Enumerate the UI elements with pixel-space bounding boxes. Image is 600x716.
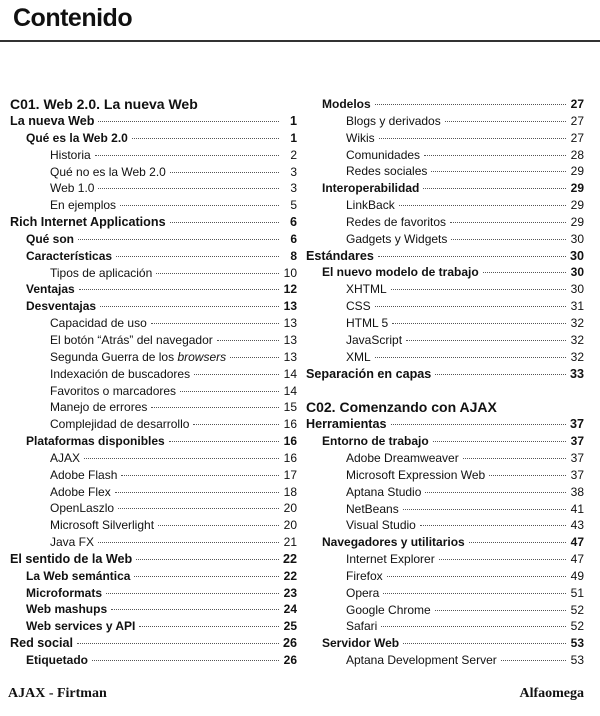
dot-leader <box>378 256 566 257</box>
dot-leader <box>134 576 279 577</box>
toc-entry <box>10 248 297 265</box>
dot-leader <box>180 391 279 392</box>
dot-leader <box>501 660 566 661</box>
dot-leader <box>423 188 566 189</box>
page-number: 10 <box>283 265 297 280</box>
page-number: 16 <box>283 450 297 465</box>
toc-entry <box>306 214 584 231</box>
page-number: 43 <box>570 518 584 533</box>
page-number: 6 <box>289 215 297 230</box>
toc-entry <box>306 450 584 467</box>
toc-entry-title: Interoperabilidad <box>322 181 420 196</box>
toc-entry-title: Favoritos o marcadores <box>50 383 177 398</box>
dot-leader <box>170 172 279 173</box>
page-number: 22 <box>283 568 297 583</box>
dot-leader <box>98 188 279 189</box>
dot-leader <box>170 222 279 223</box>
dot-leader <box>403 643 566 644</box>
page-number: 22 <box>282 551 297 566</box>
dot-leader <box>230 357 279 358</box>
toc-entry-title: Internet Explorer <box>346 552 435 567</box>
toc-entry <box>10 517 297 534</box>
page-number: 29 <box>570 164 584 179</box>
dot-leader <box>98 542 279 543</box>
toc-entry-title: Navegadores y utilitarios <box>322 535 465 550</box>
page-number: 13 <box>283 316 297 331</box>
toc-entry <box>306 551 584 568</box>
toc-entry-title: Manejo de errores <box>50 400 148 415</box>
page-number: 47 <box>570 535 584 550</box>
toc-entry-title: Separación en capas <box>306 366 432 381</box>
toc-entry-title: AJAX <box>50 450 81 465</box>
toc-entry <box>306 433 584 450</box>
toc-entry <box>10 551 297 568</box>
toc-entry-title: Complejidad de desarrollo <box>50 417 190 432</box>
dot-leader <box>151 407 279 408</box>
footer-book-author: AJAX - Firtman <box>8 686 107 701</box>
toc-list <box>306 96 584 382</box>
dot-leader <box>435 610 566 611</box>
page-number: 33 <box>569 366 584 381</box>
page-number: 24 <box>283 602 297 617</box>
dot-leader <box>156 273 279 274</box>
toc-list <box>306 416 584 669</box>
toc-entry-title-italic: browsers <box>177 349 227 364</box>
toc-entry-title: Herramientas <box>306 417 387 432</box>
page-number: 8 <box>290 248 297 263</box>
page-number: 49 <box>570 568 584 583</box>
toc-entry <box>10 147 297 164</box>
dot-leader <box>379 138 566 139</box>
dot-leader <box>450 222 566 223</box>
page-number: 30 <box>570 282 584 297</box>
toc-entry <box>10 467 297 484</box>
toc-entry <box>10 113 297 130</box>
dot-leader <box>121 475 279 476</box>
toc-entry <box>10 214 297 231</box>
toc-entry <box>10 399 297 416</box>
page-number: 16 <box>283 417 297 432</box>
toc-entry <box>10 601 297 618</box>
dot-leader <box>375 104 566 105</box>
toc-entry-title: Red social <box>10 636 73 651</box>
toc-entry-title: El nuevo modelo de trabajo <box>322 265 479 280</box>
toc-entry-title: Web services y API <box>26 619 136 634</box>
toc-entry <box>10 349 297 366</box>
dot-leader <box>489 475 566 476</box>
toc-entry-title: Características <box>26 248 113 263</box>
page-number: 13 <box>283 332 297 347</box>
toc-entry-title: Visual Studio <box>346 518 416 533</box>
dot-leader <box>193 424 279 425</box>
toc-entry <box>306 416 584 433</box>
dot-leader <box>115 492 279 493</box>
dot-leader <box>139 626 279 627</box>
toc-entry-title: Google Chrome <box>346 602 431 617</box>
toc-entry <box>10 332 297 349</box>
dot-leader <box>387 576 566 577</box>
toc-entry-title: Gadgets y Widgets <box>346 231 448 246</box>
chapter-heading: C01. Web 2.0. La nueva Web <box>10 96 198 112</box>
page-number: 53 <box>570 653 584 668</box>
page-number: 27 <box>570 97 584 111</box>
dot-leader <box>399 205 566 206</box>
page-number: 17 <box>283 467 297 482</box>
dot-leader <box>194 374 279 375</box>
toc-entry <box>10 416 297 433</box>
page-number: 37 <box>570 467 584 482</box>
dot-leader <box>403 509 566 510</box>
dot-leader <box>451 239 566 240</box>
toc-entry <box>10 130 297 147</box>
toc-entry <box>10 298 297 315</box>
page-number: 29 <box>570 198 584 213</box>
toc-entry <box>10 265 297 282</box>
toc-entry <box>306 264 584 281</box>
dot-leader <box>79 289 279 290</box>
page-number: 20 <box>283 518 297 533</box>
page-number: 47 <box>570 552 584 567</box>
toc-column-left <box>10 96 297 669</box>
dot-leader <box>106 593 279 594</box>
toc-entry-title: Ventajas <box>26 282 75 297</box>
page-number: 28 <box>570 147 584 162</box>
toc-entry <box>306 501 584 518</box>
toc-entry <box>10 652 297 669</box>
page-number: 6 <box>290 231 297 246</box>
page-number: 29 <box>570 181 584 196</box>
page-number: 32 <box>570 349 584 364</box>
dot-leader <box>111 609 279 610</box>
dot-leader <box>433 441 566 442</box>
footer-publisher: Alfaomega <box>519 686 584 701</box>
toc-entry-title: Rich Internet Applications <box>10 215 166 230</box>
toc-entry <box>306 585 584 602</box>
toc-entry-title: Aptana Studio <box>346 484 422 499</box>
page-number: 30 <box>570 265 584 280</box>
toc-entry-title: Microsoft Expression Web <box>346 467 486 482</box>
page-number: 3 <box>290 164 297 179</box>
toc-entry <box>10 281 297 298</box>
dot-leader <box>392 323 566 324</box>
toc-entry <box>306 231 584 248</box>
dot-leader <box>217 340 279 341</box>
toc-entry-title: Java FX <box>50 535 95 550</box>
dot-leader <box>120 205 279 206</box>
toc-entry <box>10 450 297 467</box>
page-number: 13 <box>283 349 297 364</box>
chapter-gap <box>306 382 584 399</box>
dot-leader <box>169 441 279 442</box>
toc-entry-title: Aptana Development Server <box>346 653 497 668</box>
page-number: 25 <box>283 619 297 634</box>
page-number: 2 <box>290 147 297 162</box>
toc-entry-title: Blogs y derivados <box>346 113 441 128</box>
dot-leader <box>424 155 566 156</box>
page-number: 53 <box>570 636 584 651</box>
page-number: 31 <box>570 299 584 314</box>
toc-entry <box>10 568 297 585</box>
toc-entry-title: XHTML <box>346 282 387 297</box>
page-title: Contenido <box>13 4 133 32</box>
page-number: 26 <box>283 653 297 667</box>
page-number: 51 <box>570 585 584 600</box>
toc-entry-title: Qué no es la Web 2.0 <box>50 164 166 179</box>
toc-entry-title: Adobe Dreamweaver <box>346 451 459 466</box>
page-number: 52 <box>570 619 584 634</box>
dot-leader <box>78 239 279 240</box>
toc-entry <box>10 231 297 248</box>
toc-entry <box>306 484 584 501</box>
toc-entry-title: Web mashups <box>26 602 108 617</box>
toc-entry <box>10 383 297 400</box>
toc-entry-title: Opera <box>346 585 380 600</box>
dot-leader <box>132 138 279 139</box>
page-number: 3 <box>290 181 297 196</box>
toc-entry <box>10 180 297 197</box>
dot-leader <box>483 272 566 273</box>
dot-leader <box>95 155 279 156</box>
dot-leader <box>381 626 566 627</box>
toc-entry-title: Qué son <box>26 231 75 246</box>
dot-leader <box>100 306 279 307</box>
toc-entry-title: Tipos de aplicación <box>50 265 153 280</box>
toc-entry <box>10 635 297 652</box>
page-number: 41 <box>570 501 584 516</box>
toc-entry-title: Estándares <box>306 248 374 263</box>
dot-leader <box>439 559 566 560</box>
toc-entry-title: Etiquetado <box>26 653 88 667</box>
toc-entry-title: Adobe Flex <box>50 484 111 499</box>
toc-entry-title: JavaScript <box>346 332 403 347</box>
page-number: 13 <box>283 299 297 314</box>
page-number: 1 <box>290 130 297 145</box>
dot-leader <box>118 508 279 509</box>
page-number: 30 <box>569 248 584 263</box>
toc-entry <box>10 484 297 501</box>
toc-entry <box>306 568 584 585</box>
toc-entry-title: Desventajas <box>26 299 97 314</box>
toc-entry <box>306 635 584 652</box>
dot-leader <box>158 525 279 526</box>
toc-entry-title: XML <box>346 349 371 364</box>
toc-entry <box>10 585 297 602</box>
toc-entry <box>10 500 297 517</box>
toc-entry-title: Modelos <box>322 97 371 111</box>
toc-entry <box>306 332 584 349</box>
toc-entry-title: Microsoft Silverlight <box>50 518 155 533</box>
dot-leader <box>406 340 566 341</box>
toc-entry-title: En ejemplos <box>50 198 117 213</box>
page-number: 23 <box>283 585 297 600</box>
page-number: 29 <box>570 214 584 229</box>
page-number: 32 <box>570 332 584 347</box>
toc-entry-title: Plataformas disponibles <box>26 434 165 449</box>
toc-entry <box>306 180 584 197</box>
dot-leader <box>151 323 279 324</box>
page-number: 16 <box>283 434 297 449</box>
toc-entry-title: CSS <box>346 299 371 314</box>
toc-entry <box>306 349 584 366</box>
toc-entry-title: Segunda Guerra de los browsers <box>50 349 227 364</box>
toc-entry-title: Comunidades <box>346 147 421 162</box>
toc-entry <box>10 534 297 551</box>
toc-entry-title: El sentido de la Web <box>10 551 133 566</box>
toc-entry-title: Capacidad de uso <box>50 316 147 331</box>
toc-entry-title: Redes de favoritos <box>346 214 447 229</box>
dot-leader <box>92 660 279 661</box>
toc-entry <box>306 315 584 332</box>
page-number: 14 <box>283 366 297 381</box>
page-number: 32 <box>570 315 584 330</box>
toc-entry <box>306 248 584 265</box>
toc-entry-title: Wikis <box>346 130 375 145</box>
toc-entry <box>10 164 297 181</box>
toc-entry-title: LinkBack <box>346 198 395 213</box>
page-number: 37 <box>570 434 584 449</box>
page-number: 21 <box>283 535 297 550</box>
toc-entry <box>306 517 584 534</box>
page-number: 18 <box>283 484 297 499</box>
toc-entry-title: HTML 5 <box>346 315 389 330</box>
toc-entry <box>306 197 584 214</box>
toc-entry <box>306 130 584 147</box>
page-number: 27 <box>570 130 584 145</box>
toc-entry <box>306 534 584 551</box>
toc-entry-title: Firefox <box>346 568 383 583</box>
toc-entry-title: Entorno de trabajo <box>322 434 429 449</box>
dot-leader <box>116 256 279 257</box>
dot-leader <box>435 374 566 375</box>
toc-column-right <box>306 96 584 669</box>
dot-leader <box>391 424 566 425</box>
toc-entry-title: Redes sociales <box>346 164 428 179</box>
toc-entry <box>306 113 584 130</box>
toc-entry-title: Qué es la Web 2.0 <box>26 130 128 145</box>
dot-leader <box>420 525 566 526</box>
toc-entry <box>306 96 584 113</box>
toc-entry <box>10 433 297 450</box>
toc-entry-title: Adobe Flash <box>50 467 118 482</box>
toc-entry-title: Servidor Web <box>322 636 400 651</box>
chapter-heading: C02. Comenzando con AJAX <box>306 399 497 416</box>
dot-leader <box>463 458 566 459</box>
toc-entry <box>306 163 584 180</box>
dot-leader <box>84 458 279 459</box>
page-number: 30 <box>570 231 584 246</box>
toc-entry-title: La Web semántica <box>26 568 131 583</box>
toc-entry <box>10 197 297 214</box>
page-number: 38 <box>570 484 584 499</box>
dot-leader <box>391 289 566 290</box>
toc-entry-title: La nueva Web <box>10 114 95 128</box>
toc-entry <box>306 618 584 635</box>
toc-entry <box>306 298 584 315</box>
page-number: 37 <box>570 451 584 466</box>
toc-entry-title: Historia <box>50 147 91 162</box>
toc-entry <box>10 366 297 383</box>
toc-entry <box>10 618 297 635</box>
toc-entry <box>306 281 584 298</box>
dot-leader <box>375 357 566 358</box>
dot-leader <box>469 542 566 543</box>
page-number: 12 <box>283 282 297 297</box>
page-number: 15 <box>283 400 297 415</box>
page-number: 20 <box>283 501 297 516</box>
page-number: 27 <box>570 113 584 128</box>
dot-leader <box>375 306 566 307</box>
toc-entry-title: Indexación de buscadores <box>50 366 191 381</box>
toc-entry-title: OpenLaszlo <box>50 501 115 516</box>
toc-entry-title: Microformats <box>26 585 103 600</box>
toc-entry-title: Web 1.0 <box>50 181 95 196</box>
page-number: 5 <box>290 198 297 213</box>
toc-entry <box>306 147 584 164</box>
dot-leader <box>98 121 279 122</box>
dot-leader <box>136 559 279 560</box>
toc-entry-title: Safari <box>346 619 378 634</box>
toc-entry <box>306 366 584 383</box>
page-number: 26 <box>282 636 297 651</box>
page-number: 37 <box>569 417 584 432</box>
page-number: 52 <box>570 602 584 617</box>
toc-entry <box>10 315 297 332</box>
toc-entry-title: NetBeans <box>346 501 399 516</box>
toc-entry <box>306 467 584 484</box>
toc-entry <box>306 652 584 669</box>
dot-leader <box>425 492 566 493</box>
dot-leader <box>383 593 566 594</box>
dot-leader <box>431 171 566 172</box>
dot-leader <box>77 643 279 644</box>
toc-entry <box>306 602 584 619</box>
page-number: 1 <box>289 114 297 128</box>
toc-entry-title: El botón “Atrás” del navegador <box>50 332 213 347</box>
page-number: 14 <box>283 383 297 398</box>
toc-list <box>10 113 297 669</box>
title-rule <box>0 40 600 42</box>
dot-leader <box>445 121 566 122</box>
